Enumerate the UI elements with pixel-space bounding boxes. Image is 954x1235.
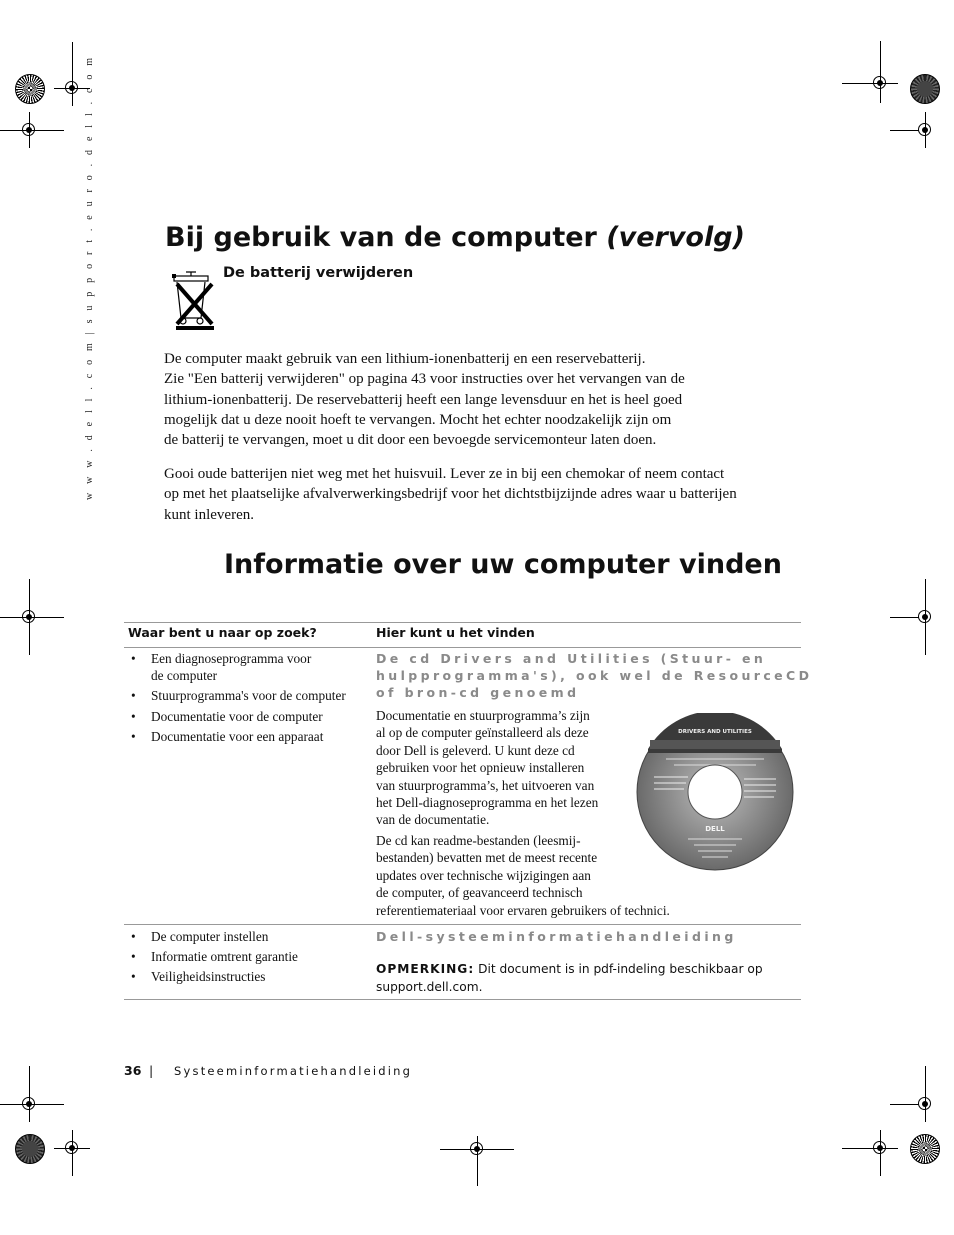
source-heading-cd	[376, 650, 812, 701]
note-end: .	[478, 980, 483, 994]
table-rule	[124, 999, 801, 1000]
cd-label-top: DRIVERS AND UTILITIES	[678, 729, 752, 735]
section-title-suffix: (vervolg)	[606, 222, 745, 253]
text-line: mogelijk dat u deze nooit hoeft te vervangen. Mocht het echter noodzakelijk zijn om	[164, 411, 672, 428]
battery-paragraph-1	[164, 349, 784, 450]
bullet-icon: •	[131, 929, 136, 944]
text-line: Documentatie en stuurprogramma’s zijn	[376, 708, 590, 723]
text-line: De cd kan readme-bestanden (leesmij-	[376, 833, 581, 848]
cd-paragraph-2	[376, 832, 670, 919]
table-rule	[124, 924, 801, 925]
support-link[interactable]: support.dell.com	[376, 980, 479, 994]
text-line: updates over technische wijzigingen aan	[376, 867, 591, 883]
list-item: Informatie omtrent garantie	[151, 949, 298, 964]
text-line: de computer, of geavanceerd technisch	[376, 885, 583, 901]
bullet-list	[131, 928, 371, 988]
list-item: De computer instellen	[151, 929, 269, 944]
starburst-mark-icon	[15, 1134, 45, 1164]
heading-line: of bron-cd genoemd	[376, 685, 580, 700]
footer-separator: |	[149, 1063, 154, 1078]
bullet-list	[131, 650, 371, 750]
note-text: Dit document is in pdf-indeling beschikbaar op	[478, 962, 763, 976]
table-rule	[124, 647, 801, 648]
footer-doc-title: Systeeminformatiehandleiding	[174, 1064, 413, 1078]
section-title-2: Informatie over uw computer vinden	[224, 549, 782, 580]
text-line: referentiemateriaal voor ervaren gebruikers of technici.	[376, 902, 670, 918]
note-label: OPMERKING:	[376, 962, 475, 976]
cd-disc-icon	[636, 713, 794, 871]
list-item: Documentatie voor de computer	[151, 709, 323, 724]
note	[376, 960, 796, 996]
starburst-mark-icon	[910, 74, 940, 104]
heading-line: De cd Drivers and Utilities (Stuur- en	[376, 651, 767, 666]
battery-paragraph-2	[164, 464, 784, 525]
cd-brand: DELL	[705, 825, 725, 833]
list-item: Documentatie voor een apparaat	[151, 729, 324, 744]
subhead-battery: De batterij verwijderen	[223, 265, 414, 281]
bullet-icon: •	[131, 969, 136, 984]
text-line: op met het plaatselijke afvalverwerkingsbedrijf voor het dichtstbijzijnde adres waar u batterijen	[164, 486, 737, 503]
col-header-what: Waar bent u naar op zoek?	[128, 625, 317, 640]
bullet-icon: •	[131, 949, 136, 964]
list-item: Een diagnoseprogramma voor	[151, 651, 312, 666]
side-url: w w w . d e l l . c o m | s u p p o r t . e u r o . d e l l . c o m	[84, 54, 95, 500]
text-line: het Dell-diagnoseprogramma en het lezen	[376, 795, 599, 811]
crossed-out-bin-icon	[168, 266, 220, 330]
section-title	[165, 222, 745, 253]
text-line: van de documentatie.	[376, 812, 490, 828]
col-header-where: Hier kunt u het vinden	[376, 625, 535, 640]
bullet-icon: •	[131, 729, 136, 744]
table-rule	[124, 622, 801, 623]
text-line: van stuurprogramma’s, het uitvoeren van	[376, 777, 595, 793]
text-line: De computer maakt gebruik van een lithium-ionenbatterij en een reservebatterij.	[164, 351, 646, 367]
text-line: Zie "Een batterij verwijderen" op pagina 43 voor instructies over het vervangen van de	[164, 371, 685, 388]
list-item: Veiligheidsinstructies	[151, 969, 266, 984]
starburst-mark-icon	[15, 74, 45, 104]
cd-paragraph-1	[376, 707, 598, 829]
text-line: kunt inleveren.	[164, 506, 254, 523]
list-item: Stuurprogramma's voor de computer	[151, 688, 346, 703]
text-line: de batterij te vervangen, moet u dit door een bevoegde servicemonteur laten doen.	[164, 432, 657, 449]
bullet-icon: •	[131, 651, 136, 666]
heading-line: hulpprogramma's), ook wel de ResourceCD	[376, 668, 813, 683]
text-line: door Dell is geleverd. U kunt deze cd	[376, 742, 575, 758]
text-line: bestanden) bevatten met de meest recente	[376, 850, 598, 866]
text-line: Gooi oude batterijen niet weg met het huisvuil. Lever ze in bij een chemokar of neem contact	[164, 466, 725, 482]
text-line: gebruiken voor het opnieuw installeren	[376, 760, 585, 776]
text-line: al op de computer geïnstalleerd als deze	[376, 725, 589, 741]
starburst-mark-icon	[910, 1134, 940, 1164]
bullet-icon: •	[131, 709, 136, 724]
bullet-icon: •	[131, 688, 136, 703]
section-title-text: Bij gebruik van de computer	[165, 222, 597, 253]
source-heading-guide: Dell-systeeminformatiehandleiding	[376, 929, 737, 944]
page-number: 36	[124, 1063, 142, 1078]
text-line: lithium-ionenbatterij. De reservebatterij heeft een lange levensduur en het is heel goed	[164, 391, 683, 408]
list-item: de computer	[151, 668, 218, 683]
